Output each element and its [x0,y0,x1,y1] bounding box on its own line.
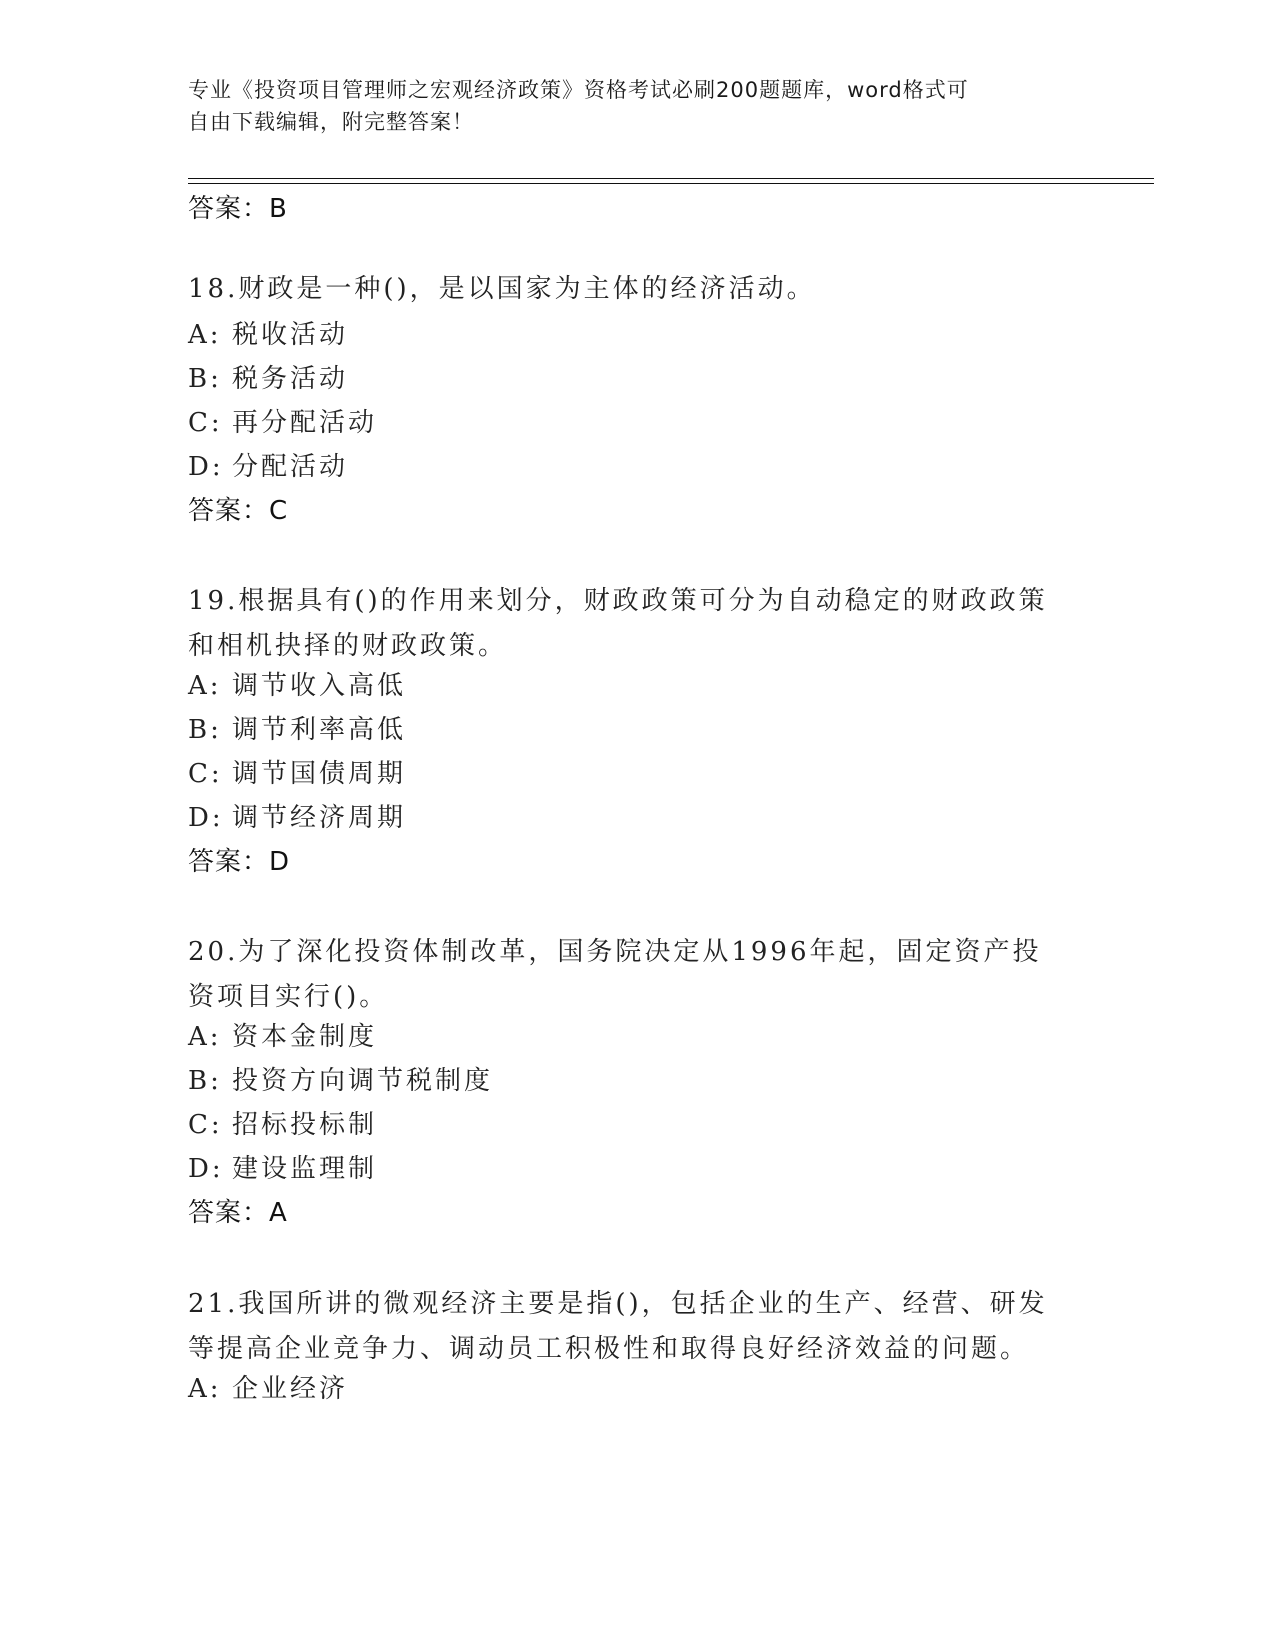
answer-19: 答案：D [188,847,291,877]
option-letter: D: [188,1154,224,1184]
question-18-option-c [188,406,377,440]
question-18-option-d [188,450,348,484]
option-letter: A: [188,1022,222,1052]
option-letter: D: [188,803,224,833]
option-text: 税务活动 [232,364,349,394]
question-21-option-a [188,1372,348,1406]
header-divider-bottom [188,183,1154,184]
option-letter: C: [188,1110,223,1140]
header-line-2: 自由下载编辑，附完整答案！ [188,110,474,134]
option-text: 调节收入高低 [232,671,407,701]
question-19-option-b [188,713,406,747]
question-20-option-b [188,1064,493,1098]
question-20-option-c [188,1108,377,1142]
option-text: 税收活动 [232,320,349,350]
option-letter: A: [188,671,222,701]
option-letter: A: [188,1374,222,1404]
answer-18: 答案：C [188,496,289,526]
question-19-option-c [188,757,406,791]
header-divider-top [188,178,1154,179]
question-18-text: 18.财政是一种()，是以国家为主体的经济活动。 [188,274,816,304]
option-text: 招标投标制 [232,1110,378,1140]
option-letter: A: [188,320,222,350]
question-19-option-a [188,669,406,703]
option-text: 调节国债周期 [232,759,407,789]
answer-20: 答案：A [188,1198,288,1228]
question-21-text: 21.我国所讲的微观经济主要是指()，包括企业的生产、经营、研发等提高企业竞争力、调动员工积极性和取得良好经济效益的问题。 [188,1289,1048,1364]
option-text: 调节经济周期 [232,803,407,833]
option-text: 建设监理制 [232,1154,378,1184]
option-letter: D: [188,452,224,482]
question-19-option-d [188,801,406,835]
answer-17: 答案：B [188,194,288,224]
question-20-text: 20.为了深化投资体制改革，国务院决定从1996年起，固定资产投资项目实行()。 [188,937,1042,1012]
question-20-option-d [188,1152,377,1186]
option-text: 分配活动 [232,452,349,482]
question-20-option-a [188,1020,377,1054]
document-header [188,74,1068,138]
option-letter: B: [188,715,222,745]
option-letter: C: [188,759,223,789]
option-text: 投资方向调节税制度 [232,1066,494,1096]
option-text: 企业经济 [232,1374,349,1404]
option-letter: C: [188,408,223,438]
question-18-option-a [188,318,348,352]
question-19-text: 19.根据具有()的作用来划分，财政政策可分为自动稳定的财政政策和相机抉择的财政政策。 [188,586,1048,661]
question-18-option-b [188,362,348,396]
option-letter: B: [188,364,222,394]
option-text: 调节利率高低 [232,715,407,745]
option-letter: B: [188,1066,222,1096]
option-text: 再分配活动 [232,408,378,438]
option-text: 资本金制度 [232,1022,378,1052]
header-line-1: 专业《投资项目管理师之宏观经济政策》资格考试必刷200题题库，word格式可 [188,78,969,102]
